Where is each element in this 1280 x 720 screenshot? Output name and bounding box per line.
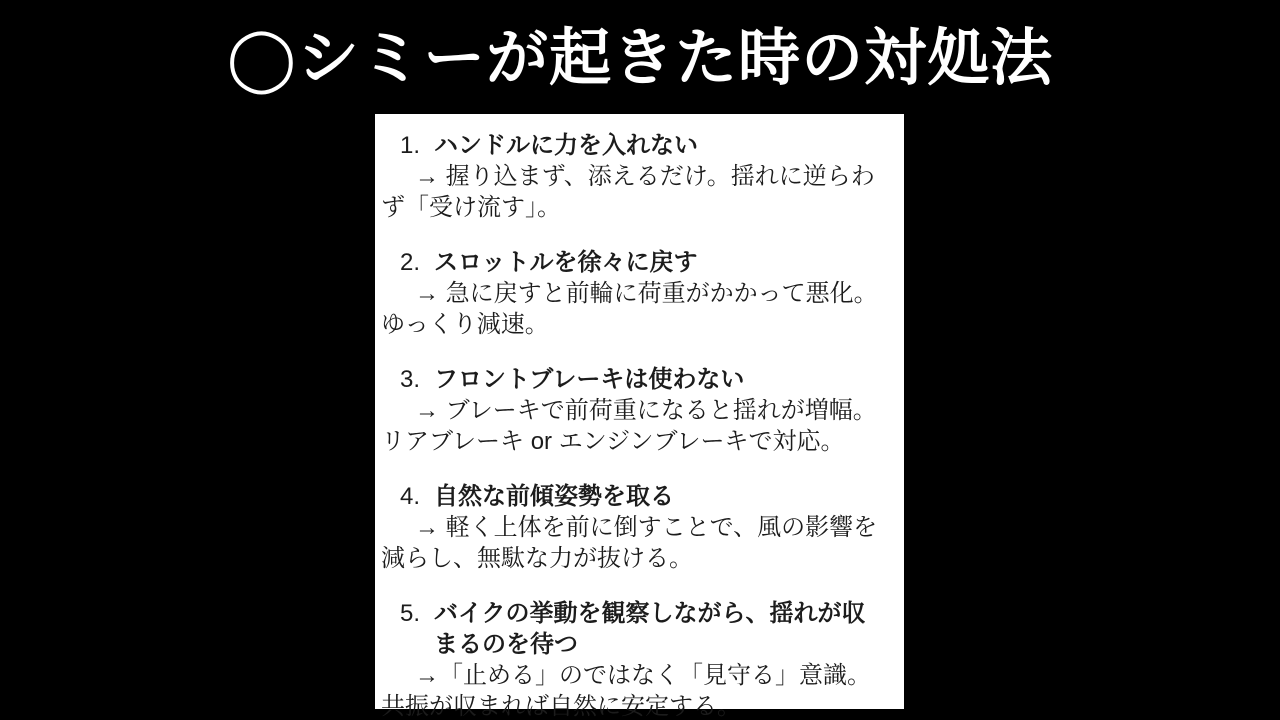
item-heading — [381, 247, 882, 278]
item-number: 4. — [400, 483, 421, 510]
item-number: 2. — [400, 249, 421, 276]
item-title: フロントブレーキは使わない — [434, 366, 745, 393]
item-number: 3. — [400, 366, 421, 393]
list-item — [381, 130, 882, 223]
item-body: → 急に戻すと前輪に荷重がかかって悪化。ゆっくり減速。 — [381, 280, 878, 338]
item-heading — [381, 481, 882, 512]
list-item — [381, 247, 882, 340]
list-item — [381, 598, 882, 720]
list-item — [381, 481, 882, 574]
item-body: → ブレーキで前荷重になると揺れが増幅。リアブレーキ or エンジンブレーキで対応。 — [381, 397, 877, 455]
item-heading — [381, 364, 882, 395]
item-body: →「止める」のではなく「見守る」意識。共振が収まれば自然に安定する。 — [381, 662, 871, 720]
item-heading — [381, 598, 882, 660]
item-number: 1. — [400, 132, 421, 159]
item-title: バイクの挙動を観察しながら、揺れが収まるのを待つ — [434, 600, 866, 658]
item-body: → 握り込まず、添えるだけ。揺れに逆らわず「受け流す」。 — [381, 163, 875, 221]
list-item — [381, 364, 882, 457]
item-title: スロットルを徐々に戻す — [434, 249, 698, 276]
item-number: 5. — [400, 600, 421, 627]
tips-card — [375, 114, 904, 720]
item-body: → 軽く上体を前に倒すことで、風の影響を減らし、無駄な力が抜ける。 — [381, 514, 878, 572]
item-heading — [381, 130, 882, 161]
page-title: ◯シミーが起きた時の対処法 — [226, 21, 1054, 94]
item-title: ハンドルに力を入れない — [434, 132, 698, 159]
item-title: 自然な前傾姿勢を取る — [434, 483, 674, 510]
